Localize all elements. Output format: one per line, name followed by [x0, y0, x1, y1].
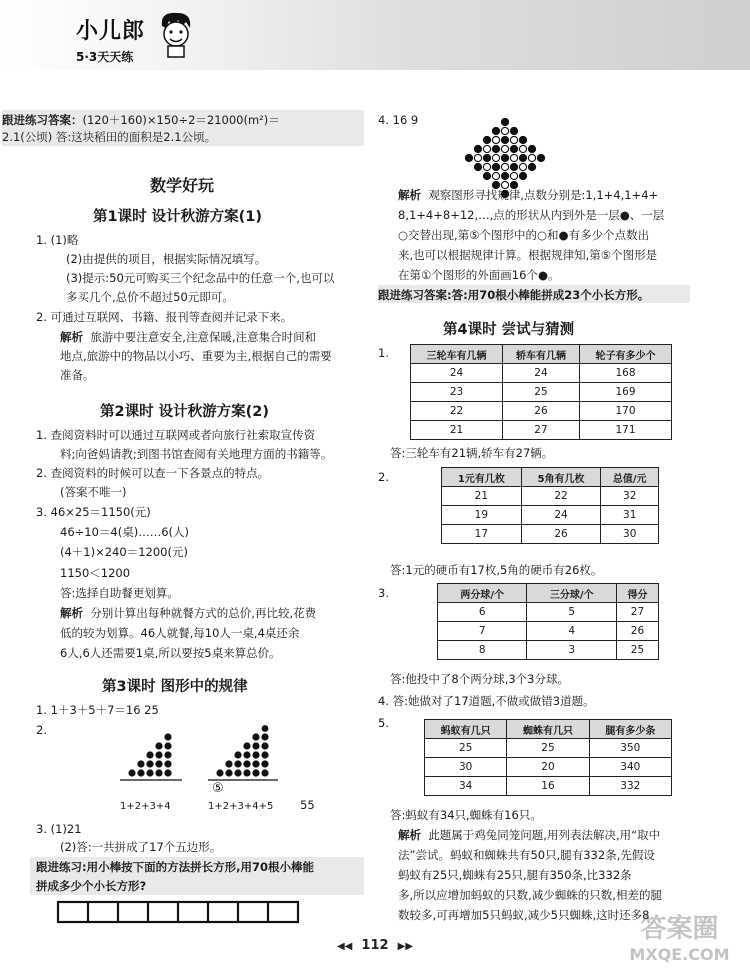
dot-pattern-figures: [110, 725, 300, 783]
table-ants-spiders: [424, 719, 672, 796]
r-a3: 答:他投中了8个两分球,3个3分球。: [390, 672, 569, 686]
section-title: 数学好玩: [150, 176, 215, 195]
table-row: [438, 641, 659, 660]
filled-dot: [519, 172, 526, 179]
logo-subtitle: 5·3天天练: [76, 50, 134, 64]
l2-q3-5: 答:选择自助餐更划算。: [60, 586, 179, 600]
table-header: 腿有多少条: [589, 720, 671, 739]
table-row: [411, 383, 672, 402]
filled-dot: [483, 154, 490, 161]
table-cell: 22: [411, 402, 503, 421]
l1-q1-3: (3)提示:50元可购买三个纪念品中的任意一个,也可以: [66, 271, 335, 285]
r-analysis-4: 来,也可以根据规律计算。根据规律知,第⑤个图形是: [398, 248, 658, 262]
table-cell: 34: [425, 777, 507, 796]
table-cell: 350: [589, 739, 671, 758]
l2-q3-2: 46÷10＝4(桌)……6(人): [60, 525, 189, 539]
table-header: 轿车有几辆: [503, 345, 580, 364]
table-header: 三分球/个: [527, 584, 616, 603]
hollow-dot: [519, 163, 526, 170]
filled-dot: [501, 154, 508, 161]
dot-figure-5: [216, 725, 268, 777]
table-header: 1元有几枚: [442, 468, 522, 487]
r-q2-num: 2.: [378, 470, 389, 484]
next-arrows-icon: ▶▶: [397, 941, 414, 952]
table-cell: 26: [616, 622, 658, 641]
hollow-dot: [519, 145, 526, 152]
hollow-dot: [492, 172, 499, 179]
table-cell: 24: [411, 364, 503, 383]
l3-q2: 2.: [36, 723, 47, 737]
l2-q3-1: 3. 46×25＝1150(元): [36, 505, 151, 519]
r-analysis5-5: 数较多,可再增加5只蚂蚁,减少5只蜘蛛,这时还多8: [398, 908, 650, 922]
r-q4: 4. 16 9: [378, 113, 419, 127]
filled-dot: [528, 163, 535, 170]
table-cell: 340: [589, 758, 671, 777]
hollow-dot: [510, 136, 517, 143]
table-cell: 19: [442, 506, 522, 525]
lesson2-title: 第2课时 设计秋游方案(2): [100, 404, 269, 420]
r-q1-num: 1.: [378, 346, 389, 360]
table-header: 得分: [616, 584, 658, 603]
l3-q3-2: (2)答:一共拼成了17个五边形。: [60, 840, 222, 854]
l2-q3-3: (4＋1)×240＝1200(元): [60, 545, 188, 559]
filled-dot: [474, 163, 481, 170]
table-row: [425, 777, 672, 796]
table-cell: 26: [503, 402, 580, 421]
r-q3-num: 3.: [378, 586, 389, 600]
l2-q3-4: 1150＜1200: [60, 566, 131, 580]
table-cell: 32: [601, 487, 659, 506]
watermark-url: MXQE.COM: [629, 945, 730, 964]
table-header: 三轮车有几辆: [411, 345, 503, 364]
r-analysis5-1: 解析 此题属于鸡兔同笼问题,用列表法解决,用“取中: [398, 828, 661, 842]
filled-dot: [510, 127, 517, 134]
table-cell: 7: [438, 622, 527, 641]
table-header: 蚂蚁有几只: [425, 720, 507, 739]
lesson3-title: 第3课时 图形中的规律: [102, 679, 248, 695]
boy-mascot-icon: [156, 10, 196, 58]
filled-dot: [501, 118, 508, 125]
follow-answer-1: 跟进练习答案：(120＋160)×150÷2＝21000(m²)＝: [2, 113, 280, 127]
table-vehicles: [410, 344, 672, 440]
l2-analysis-3: 6人,6人还需要1桌,所以要按5桌来算总价。: [60, 646, 281, 660]
figure4-label: 1+2+3+4: [120, 801, 171, 812]
table-cell: 23: [411, 383, 503, 402]
watermark-text: 答案圈: [640, 914, 719, 944]
r-analysis-3: ○交替出现,第⑤个图形中的○和●有多少个点数出: [398, 228, 650, 242]
figure5-number: ⑤: [212, 781, 224, 796]
table-cell: 332: [589, 777, 671, 796]
r-analysis5-4: 多,所以应增加蚂蚁的只数,减少蜘蛛的只数,相差的腿: [398, 888, 662, 902]
table-row: [425, 739, 672, 758]
r-q5-num: 5.: [378, 716, 389, 730]
table-row: [411, 364, 672, 383]
page-number: 112: [361, 938, 389, 953]
hollow-dot: [501, 145, 508, 152]
table-cell: 5: [527, 603, 616, 622]
hollow-dot: [483, 145, 490, 152]
table-header: 5角有几枚: [521, 468, 601, 487]
l2-q1-2: 料;向爸妈请教;到图书馆查阅有关地理方面的书籍等。: [60, 447, 333, 461]
prev-arrows-icon: ◀◀: [336, 941, 353, 952]
table-cell: 4: [527, 622, 616, 641]
l1-analysis-2: 地点,旅游中的物品以小巧、重要为主,根据自己的需要: [60, 349, 332, 363]
hollow-dot: [492, 136, 499, 143]
l1-analysis-3: 准备。: [60, 368, 95, 382]
logo-title: 小儿郎: [76, 18, 146, 44]
table-row: [442, 506, 659, 525]
hollow-dot: [510, 154, 517, 161]
table-cell: 30: [601, 525, 659, 544]
figure-answer-55: 55: [300, 798, 315, 812]
l1-analysis-1: 解析 旅游中要注意安全,注意保暖,注意集合时间和: [60, 330, 317, 344]
hollow-dot: [474, 154, 481, 161]
table-coins: [441, 467, 659, 544]
filled-dot: [519, 154, 526, 161]
filled-dot: [528, 145, 535, 152]
l2-q2-note: (答案不唯一): [60, 485, 127, 499]
table-row: [411, 421, 672, 440]
table-header: 蜘蛛有几只: [507, 720, 589, 739]
follow-answer-1-line2: 2.1(公顷) 答:这块稻田的面积是2.1公顷。: [2, 130, 217, 144]
table-basketball: [437, 583, 659, 660]
l2-q2: 2. 查阅资料的时候可以查一下各景点的特点。: [36, 466, 270, 480]
filled-dot: [483, 136, 490, 143]
l1-q1-1: 1. (1)略: [36, 233, 79, 247]
table-row: [425, 758, 672, 777]
table-cell: 22: [521, 487, 601, 506]
filled-dot: [501, 172, 508, 179]
table-cell: 30: [425, 758, 507, 777]
table-cell: 20: [507, 758, 589, 777]
table-cell: 21: [442, 487, 522, 506]
r-a1: 答:三轮车有21辆,轿车有27辆。: [390, 446, 554, 460]
table-cell: 6: [438, 603, 527, 622]
logo: [70, 8, 198, 72]
table-cell: 171: [579, 421, 671, 440]
table-row: [442, 487, 659, 506]
filled-dot: [510, 145, 517, 152]
table-row: [411, 402, 672, 421]
r-analysis5-3: 蚂蚁有25只,蜘蛛有25只,腿有350条,比332条: [398, 868, 632, 882]
filled-dot: [537, 154, 544, 161]
table-cell: 169: [579, 383, 671, 402]
table-row: [442, 525, 659, 544]
l2-analysis-2: 低的较为划算。46人就餐,每10人一桌,4桌还余: [60, 626, 300, 640]
hollow-dot: [501, 163, 508, 170]
table-header: 两分球/个: [438, 584, 527, 603]
l1-q1-4: 多买几个,总价不超过50元即可。: [66, 290, 234, 304]
table-row: [438, 622, 659, 641]
r-q4b: 4. 答:她做对了17道题,不做或做错3道题。: [378, 694, 595, 708]
table-cell: 24: [503, 364, 580, 383]
watermark-logo: [612, 908, 747, 974]
filled-dot: [492, 163, 499, 170]
r-analysis-2: 8,1+4+8+12,…,点的形状从内到外是一层●、一层: [398, 208, 665, 222]
filled-dot: [483, 172, 490, 179]
stick-rectangles-figure: [56, 899, 302, 925]
dot-figure-4: [128, 733, 171, 776]
r-a5: 答:蚂蚁有34只,蜘蛛有16只。: [390, 808, 542, 822]
l2-analysis-1: 解析 分别计算出每种就餐方式的总价,再比较,花费: [60, 606, 317, 620]
table-cell: 24: [521, 506, 601, 525]
l2-q1-1: 1. 查阅资料时可以通过互联网或者向旅行社索取宣传资: [36, 428, 316, 442]
table-cell: 25: [616, 641, 658, 660]
l3-q1: 1. 1＋3＋5＋7＝16 25: [36, 703, 159, 717]
table-cell: 168: [579, 364, 671, 383]
table-row: [438, 603, 659, 622]
filled-dot: [519, 136, 526, 143]
table-cell: 31: [601, 506, 659, 525]
table-cell: 27: [503, 421, 580, 440]
hollow-dot: [528, 154, 535, 161]
table-cell: 3: [527, 641, 616, 660]
table-cell: 170: [579, 402, 671, 421]
table-cell: 27: [616, 603, 658, 622]
r-analysis-1: 解析 观察图形寻找规律,点数分别是:1,1+4,1+4+: [398, 188, 659, 202]
l3-follow-1: 跟进练习:用小棒按下面的方法拼长方形,用70根小棒能: [36, 860, 314, 874]
r-follow-answer: 跟进练习答案:答:用70根小棒能拼成23个小长方形。: [378, 288, 650, 302]
l3-follow-2: 拼成多少个小长方形?: [36, 879, 147, 893]
l1-q2: 2. 可通过互联网、书籍、报刊等查阅并记录下来。: [36, 310, 293, 324]
table-cell: 25: [507, 739, 589, 758]
r-analysis5-2: 法”尝试。蚂蚁和蜘蛛共有50只,腿有332条,先假设: [398, 848, 655, 862]
filled-dot: [510, 163, 517, 170]
table-cell: 8: [438, 641, 527, 660]
filled-dot: [465, 154, 472, 161]
r-a2: 答:1元的硬币有17枚,5角的硬币有26枚。: [390, 563, 603, 577]
l3-q3-1: 3. (1)21: [36, 822, 82, 836]
hollow-dot: [492, 154, 499, 161]
dot-diamond-figure: [455, 118, 555, 198]
table-cell: 25: [503, 383, 580, 402]
table-header: 轮子有多少个: [579, 345, 671, 364]
table-cell: 16: [507, 777, 589, 796]
lesson4-title: 第4课时 尝试与猜测: [443, 322, 575, 338]
filled-dot: [492, 145, 499, 152]
r-analysis-5: 在第①个图形的外面画16个●。: [398, 268, 560, 282]
table-header: 总值/元: [601, 468, 659, 487]
filled-dot: [492, 127, 499, 134]
figure5-label: 1+2+3+4+5: [208, 801, 274, 812]
hollow-dot: [501, 127, 508, 134]
table-cell: 17: [442, 525, 522, 544]
hollow-dot: [483, 163, 490, 170]
table-cell: 26: [521, 525, 601, 544]
filled-dot: [474, 145, 481, 152]
lesson1-title: 第1课时 设计秋游方案(1): [93, 209, 262, 225]
table-cell: 21: [411, 421, 503, 440]
l1-q1-2: (2)由提供的项目，根据实际情况填写。: [66, 252, 267, 266]
filled-dot: [501, 136, 508, 143]
hollow-dot: [510, 172, 517, 179]
table-cell: 25: [425, 739, 507, 758]
